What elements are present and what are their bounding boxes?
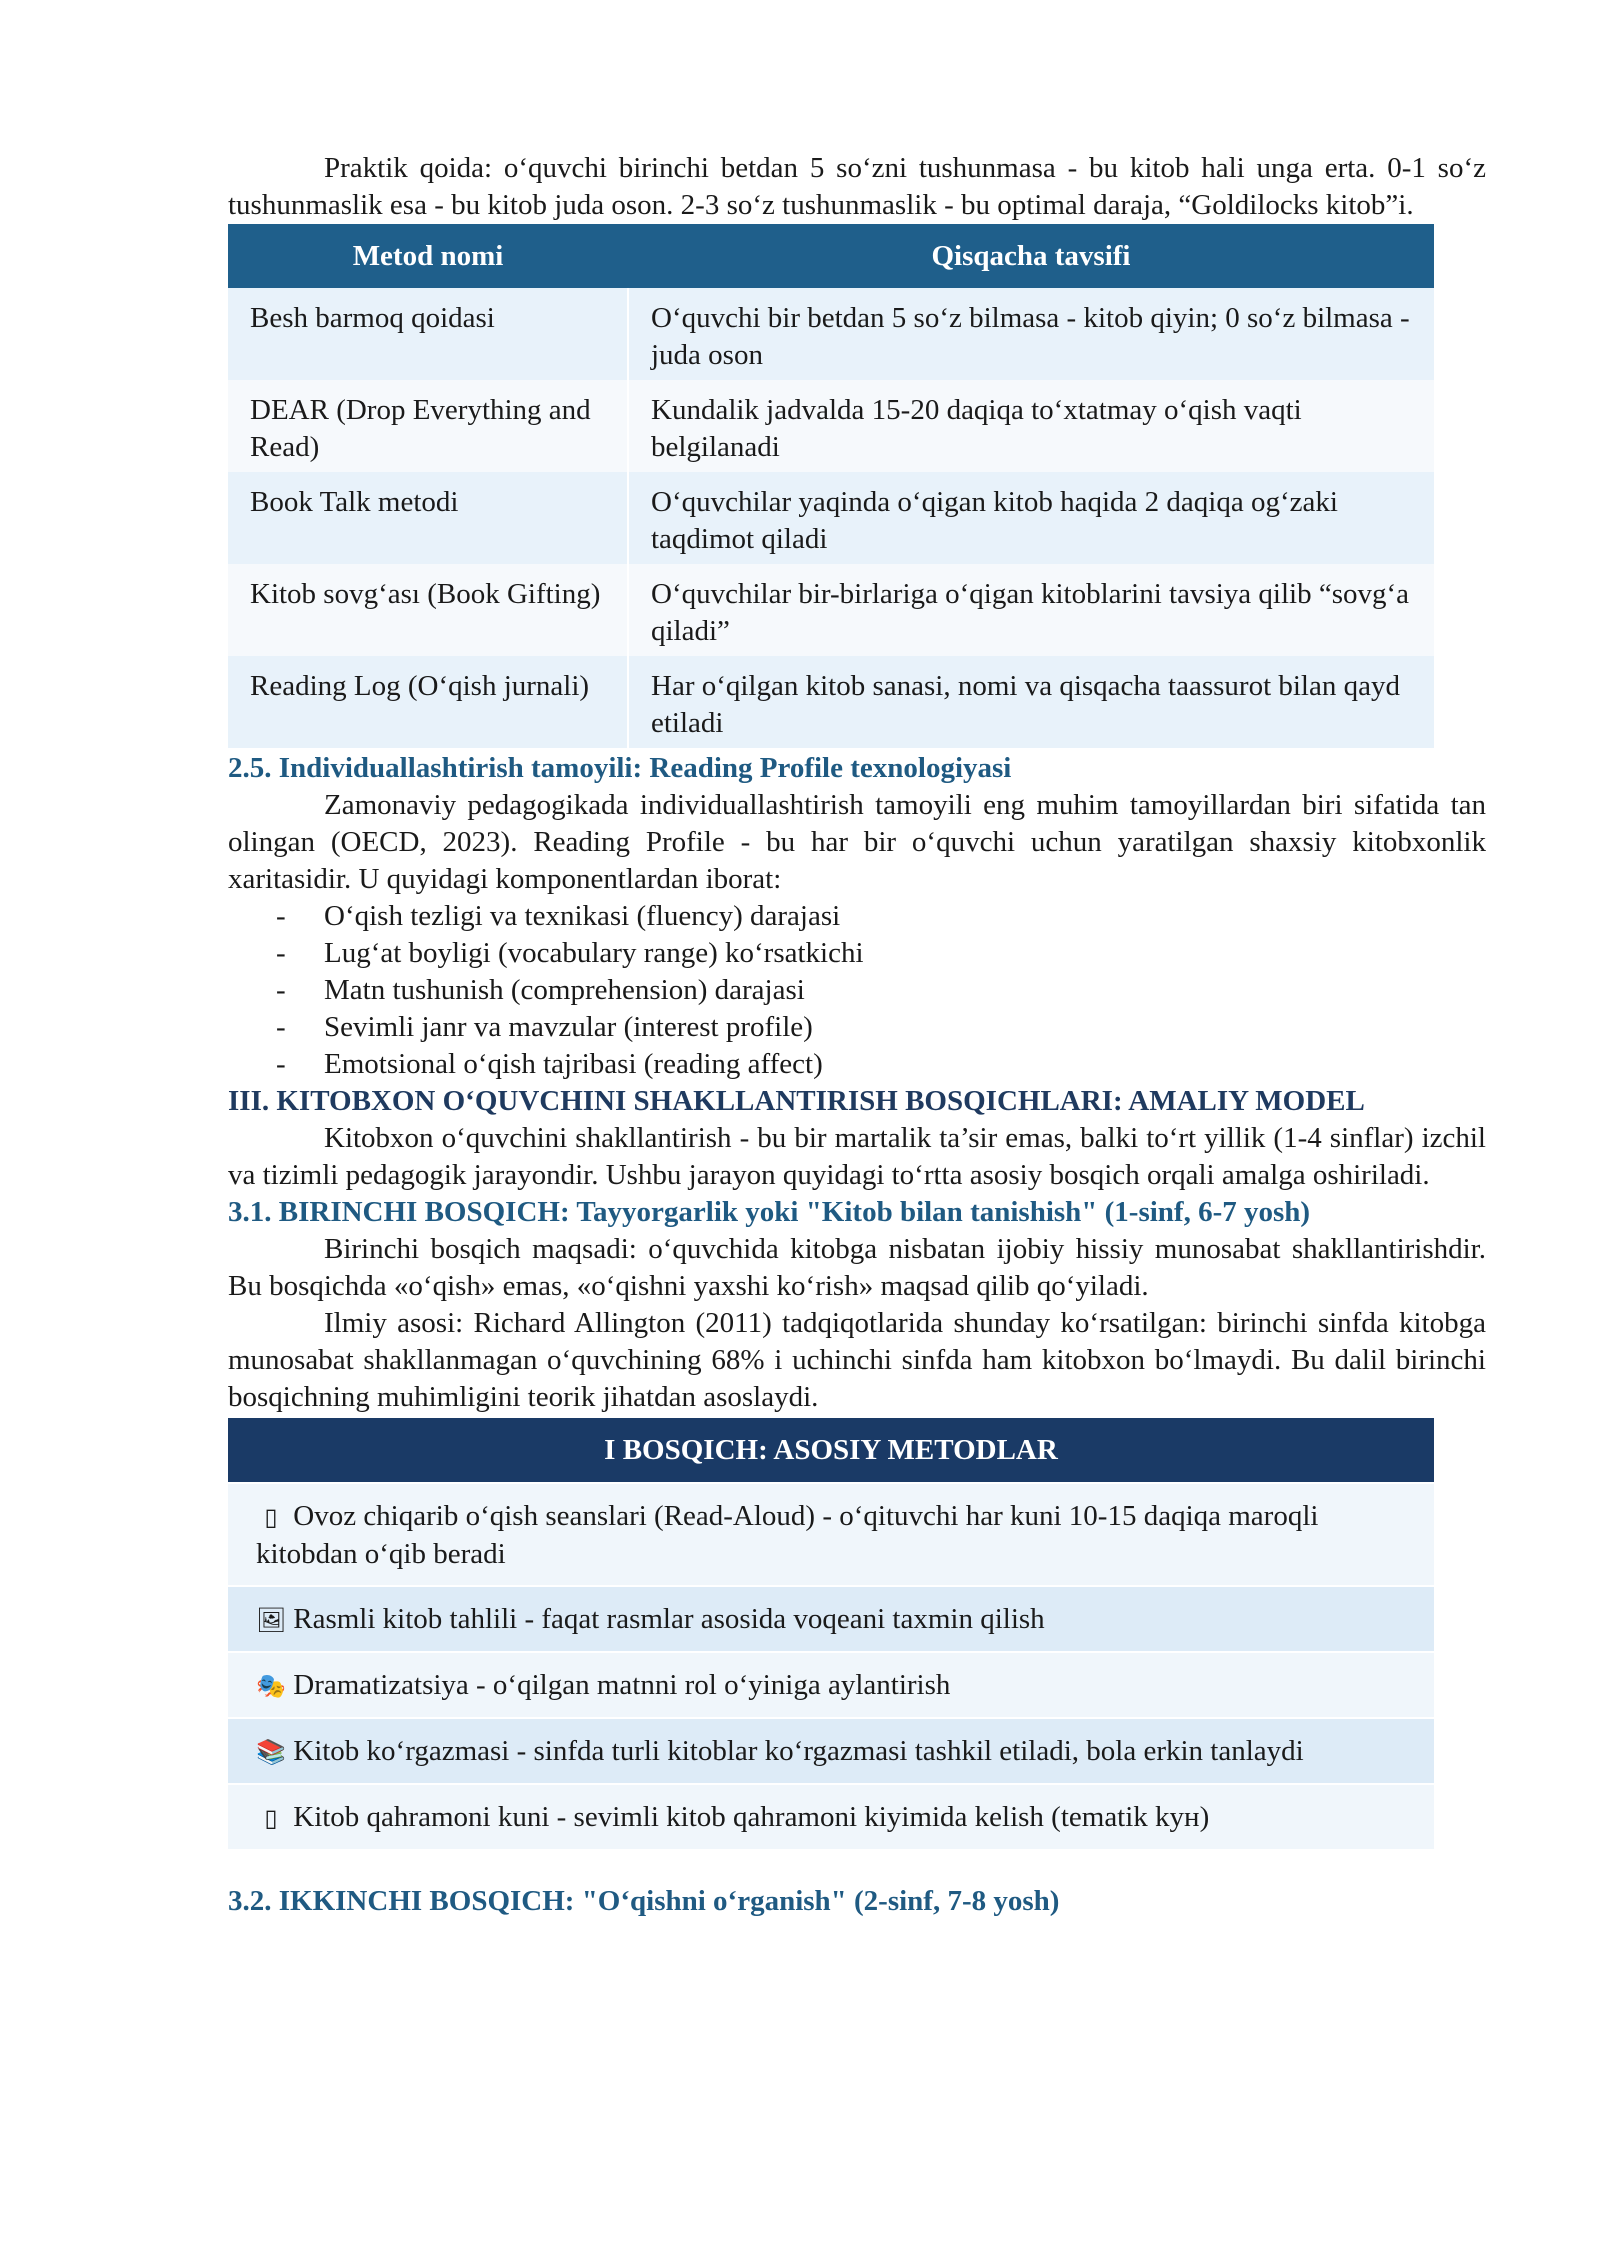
stage-methods-title: I BOSQICH: ASOSIY METODLAR	[228, 1418, 1434, 1482]
stage-methods-box	[228, 1418, 1434, 1849]
header-method-description: Qisqacha tavsifi	[628, 224, 1434, 288]
section-3-1-paragraph-2: Ilmiy asosi: Richard Allington (2011) tadqiqotlarida shunday ko‘rsatilgan: birinchi sinfda kitobga munosabat shakllanmagan o‘quvchining 68% i uchinchi sinfda ham kitobxon bo‘lmaydi. Bu dalil birinchi bosqichning muhimligini teorik jihatdan asoslaydi.	[228, 1307, 1486, 1413]
method-name-cell: DEAR (Drop Everything and Read)	[228, 380, 628, 472]
list-item: 🖼 Rasmli kitob tahlili - faqat rasmlar asosida voqeani taxmin qilish	[228, 1585, 1434, 1651]
dash-bullet: -	[276, 1011, 286, 1043]
header-method-name: Metod nomi	[228, 224, 628, 288]
table-row	[228, 564, 1434, 656]
list-item: ▯ Ovoz chiqarib o‘qish seanslari (Read-Aloud) - o‘qituvchi har kuni 10-15 daqiqa maroqli kitobdan o‘qib beradi	[228, 1482, 1434, 1585]
method-name-cell: Reading Log (O‘qish jurnali)	[228, 656, 628, 748]
section-3-1-paragraph-1: Birinchi bosqich maqsadi: o‘quvchida kitobga nisbatan ijobiy hissiy munosabat shakllantirishdir. Bu bosqichda «o‘qish» emas, «o‘qishni yaxshi ko‘rish» maqsad qilib qo‘yiladi.	[228, 1233, 1486, 1302]
dash-bullet: -	[276, 937, 286, 969]
table-row	[228, 656, 1434, 748]
missing-glyph-icon: ▯	[264, 1804, 278, 1832]
table-row	[228, 380, 1434, 472]
section-2-5-paragraph: Zamonaviy pedagogikada individuallashtirish tamoyili eng muhim tamoyillardan biri sifatida tan olingan (OECD, 2023). Reading Profile - bu har bir o‘quvchi uchun yaratilgan shaxsiy kitobxonlik xaritasidir. U quyidagi komponentlardan iborat:	[228, 789, 1486, 895]
list-item: 📚 Kitob ko‘rgazmasi - sinfda turli kitoblar ko‘rgazmasi tashkil etiladi, bola erkin tanlaydi	[228, 1717, 1434, 1783]
list-item: - Lug‘at boyligi (vocabulary range) ko‘rsatkichi	[276, 935, 1486, 972]
methods-table	[228, 224, 1434, 748]
method-desc-cell: Kundalik jadvalda 15-20 daqiqa to‘xtatmay o‘qish vaqti belgilanadi	[628, 380, 1434, 472]
section-3-1-heading: 3.1. BIRINCHI BOSQICH: Tayyorgarlik yoki "Kitob bilan tanishish" (1-sinf, 6-7 yosh)	[228, 1196, 1311, 1228]
missing-glyph-icon: ▯	[264, 1503, 278, 1531]
theater-masks-icon: 🎭	[256, 1672, 286, 1700]
list-item: - Sevimli janr va mavzular (interest profile)	[276, 1009, 1486, 1046]
section-2-5-heading: 2.5. Individuallashtirish tamoyili: Reading Profile texnologiyasi	[228, 752, 1012, 784]
table-row	[228, 288, 1434, 380]
list-item: 🎭 Dramatizatsiya - o‘qilgan matnni rol o‘yiniga aylantirish	[228, 1651, 1434, 1717]
method-desc-cell: O‘quvchi bir betdan 5 so‘z bilmasa - kitob qiyin; 0 so‘z bilmasa - juda oson	[628, 288, 1434, 380]
books-icon: 📚	[256, 1738, 286, 1766]
list-item: - Emotsional o‘qish tajribasi (reading affect)	[276, 1046, 1486, 1083]
methods-table-header	[228, 224, 1434, 288]
list-item: ▯ Kitob qahramoni kuni - sevimli kitob qahramoni kiyimida kelish (tematik kун)	[228, 1783, 1434, 1849]
intro-paragraph: Praktik qoida: o‘quvchi birinchi betdan 5 so‘zni tushunmasa - bu kitob hali unga erta. 0-1 so‘z tushunmaslik esa - bu kitob juda oson. 2-3 so‘z tushunmaslik - bu optimal daraja, “Goldilocks kitob”i.	[228, 152, 1486, 221]
method-desc-cell: Har o‘qilgan kitob sanasi, nomi va qisqacha taassurot bilan qayd etiladi	[628, 656, 1434, 748]
section-3-paragraph: Kitobxon o‘quvchini shakllantirish - bu bir martalik ta’sir emas, balki to‘rt yillik (1-4 sinflar) izchil va tizimli pedagogik jarayondir. Ushbu jarayon quyidagi to‘rtta asosiy bosqich orqali amalga oshiriladi.	[228, 1122, 1486, 1191]
table-row	[228, 472, 1434, 564]
dash-bullet: -	[276, 900, 286, 932]
method-name-cell: Besh barmoq qoidasi	[228, 288, 628, 380]
dash-bullet: -	[276, 974, 286, 1006]
section-3-heading: III. KITOBXON O‘QUVCHINI SHAKLLANTIRISH BOSQICHLARI: AMALIY MODEL	[228, 1085, 1365, 1117]
method-desc-cell: O‘quvchilar bir-birlariga o‘qigan kitoblarini tavsiya qilib “sovg‘a qiladi”	[628, 564, 1434, 656]
framed-picture-icon: 🖼	[256, 1606, 287, 1634]
method-name-cell: Kitob sovg‘ası (Book Gifting)	[228, 564, 628, 656]
reading-profile-list	[228, 898, 1486, 1083]
method-desc-cell: O‘quvchilar yaqinda o‘qigan kitob haqida 2 daqiqa og‘zaki taqdimot qiladi	[628, 472, 1434, 564]
section-3-2-heading: 3.2. IKKINCHI BOSQICH: "O‘qishni o‘rganish" (2-sinf, 7-8 yosh)	[228, 1885, 1060, 1917]
dash-bullet: -	[276, 1048, 286, 1080]
method-name-cell: Book Talk metodi	[228, 472, 628, 564]
list-item: - O‘qish tezligi va texnikasi (fluency) darajasi	[276, 898, 1486, 935]
list-item: - Matn tushunish (comprehension) darajasi	[276, 972, 1486, 1009]
